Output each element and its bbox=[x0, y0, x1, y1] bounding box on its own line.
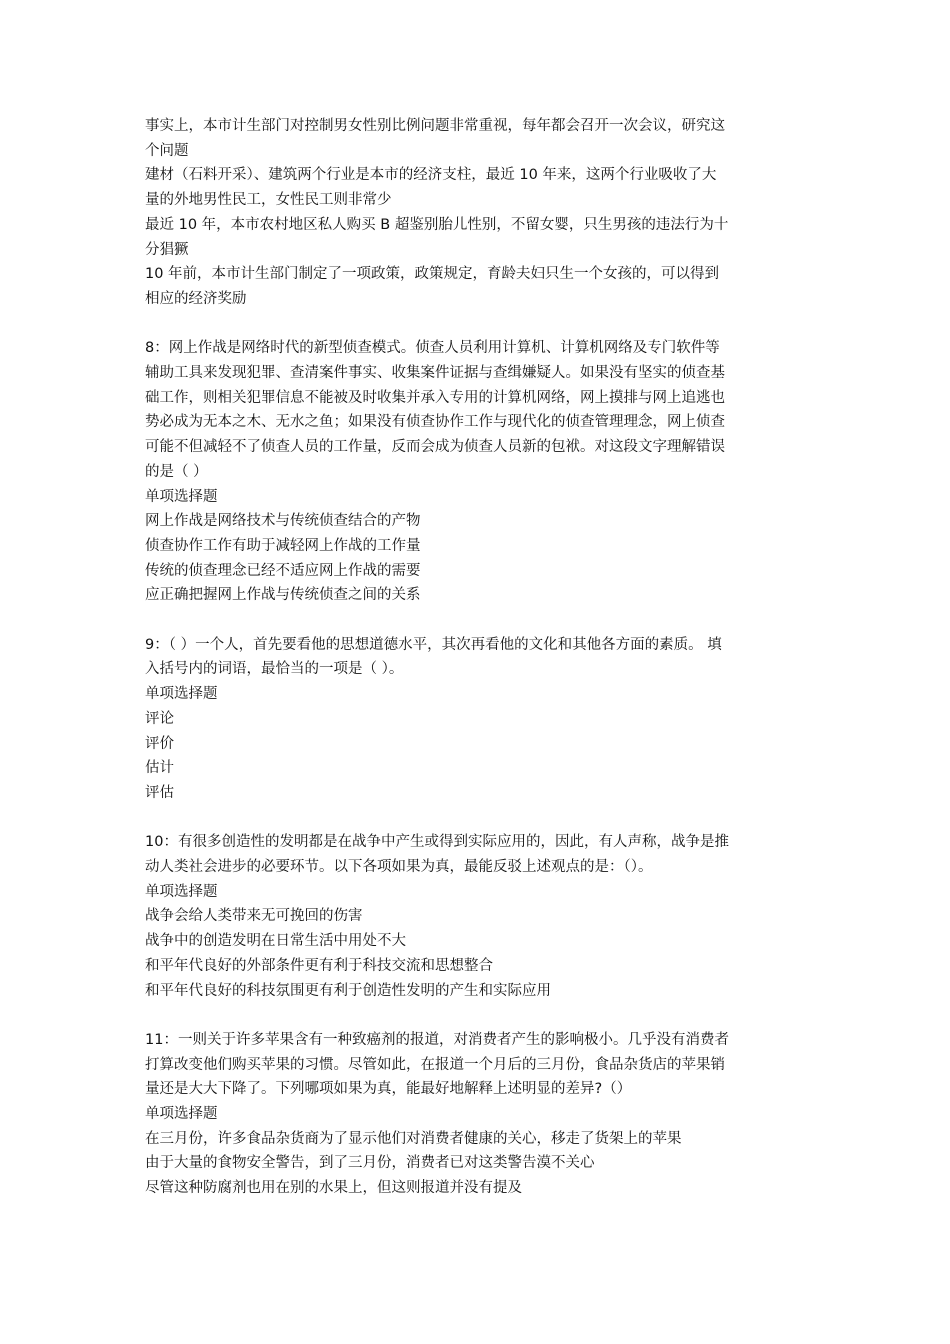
question-9 bbox=[145, 633, 811, 806]
spacer bbox=[145, 1003, 811, 1028]
question-text-line: 入括号内的词语，最恰当的一项是（ ）。 bbox=[145, 661, 404, 678]
question-type: 单项选择题 bbox=[145, 488, 218, 505]
question-type: 单项选择题 bbox=[145, 686, 218, 703]
answer-option: 估计 bbox=[145, 760, 174, 777]
spacer bbox=[145, 806, 811, 831]
question-text-line: 的是（ ） bbox=[145, 463, 208, 480]
answer-option: 评论 bbox=[145, 710, 174, 727]
answer-option: 传统的侦查理念已经不适应网上作战的需要 bbox=[145, 562, 421, 579]
answer-option: 应正确把握网上作战与传统侦查之间的关系 bbox=[145, 587, 421, 604]
option-line: 最近 10 年，本市农村地区私人购买 B 超鉴别胎儿性别，不留女婴，只生男孩的违法行为十 bbox=[145, 216, 729, 233]
option-line: 相应的经济奖励 bbox=[145, 290, 247, 307]
question-10 bbox=[145, 830, 811, 1003]
answer-option: 和平年代良好的外部条件更有利于科技交流和思想整合 bbox=[145, 957, 493, 974]
option-line: 事实上，本市计生部门对控制男女性别比例问题非常重视，每年都会召开一次会议，研究这 bbox=[145, 118, 725, 134]
question-text-line: 10：有很多创造性的发明都是在战争中产生或得到实际应用的，因此，有人声称，战争是推 bbox=[145, 834, 729, 851]
option-line: 分猖獗 bbox=[145, 241, 189, 258]
answer-option: 在三月份，许多食品杂货商为了显示他们对消费者健康的关心，移走了货架上的苹果 bbox=[145, 1130, 682, 1147]
document-page bbox=[145, 114, 811, 1201]
question-type: 单项选择题 bbox=[145, 883, 218, 900]
spacer bbox=[145, 608, 811, 633]
question-8 bbox=[145, 336, 811, 608]
question-text-line: 势必成为无本之木、无水之鱼；如果没有侦查协作工作与现代化的侦查管理理念，网上侦查 bbox=[145, 414, 725, 431]
option-line: 10 年前，本市计生部门制定了一项政策，政策规定，育龄夫妇只生一个女孩的，可以得到 bbox=[145, 266, 720, 283]
question-text-line: 辅助工具来发现犯罪、查清案件事实、收集案件证据与查缉嫌疑人。如果没有坚实的侦查基 bbox=[145, 365, 725, 382]
option-line: 个问题 bbox=[145, 142, 189, 159]
question-text-line: 9：（ ）一个人，首先要看他的思想道德水平，其次再看他的文化和其他各方面的素质。 填 bbox=[145, 636, 722, 653]
option-line: 量的外地男性民工，女性民工则非常少 bbox=[145, 192, 392, 209]
spacer bbox=[145, 312, 811, 337]
question-11 bbox=[145, 1028, 811, 1201]
question-text-line: 础工作，则相关犯罪信息不能被及时收集并承入专用的计算机网络，网上摸排与网上追逃也 bbox=[145, 389, 725, 406]
question-text-line: 8：网上作战是网络时代的新型侦查模式。侦查人员利用计算机、计算机网络及专门软件等 bbox=[145, 340, 720, 357]
answer-option: 尽管这种防腐剂也用在别的水果上，但这则报道并没有提及 bbox=[145, 1180, 522, 1197]
answer-option: 侦查协作工作有助于减轻网上作战的工作量 bbox=[145, 537, 421, 554]
answer-option: 战争会给人类带来无可挽回的伤害 bbox=[145, 908, 363, 925]
answer-option: 评价 bbox=[145, 735, 174, 752]
option-line: 建材（石料开采）、建筑两个行业是本市的经济支柱，最近 10 年来，这两个行业吸收了大 bbox=[145, 167, 717, 184]
answer-option: 战争中的创造发明在日常生活中用处不大 bbox=[145, 933, 406, 950]
question-text-line: 量还是大大下降了。下列哪项如果为真，能最好地解释上述明显的差异?（） bbox=[145, 1081, 632, 1098]
answer-option: 评估 bbox=[145, 784, 174, 801]
question-text-line: 11：一则关于许多苹果含有一种致癌剂的报道，对消费者产生的影响极小。几乎没有消费者 bbox=[145, 1031, 729, 1048]
answer-option: 和平年代良好的科技氛围更有利于创造性发明的产生和实际应用 bbox=[145, 982, 551, 999]
question-text-line: 动人类社会进步的必要环节。以下各项如果为真，最能反驳上述观点的是：（）。 bbox=[145, 859, 653, 876]
answer-option: 网上作战是网络技术与传统侦查结合的产物 bbox=[145, 513, 421, 530]
question-type: 单项选择题 bbox=[145, 1106, 218, 1123]
question-text-line: 打算改变他们购买苹果的习惯。尽管如此，在报道一个月后的三月份，食品杂货店的苹果销 bbox=[145, 1056, 725, 1073]
previous-question-options bbox=[145, 114, 811, 312]
question-text-line: 可能不但减轻不了侦查人员的工作量，反而会成为侦查人员新的包袱。对这段文字理解错误 bbox=[145, 439, 725, 456]
answer-option: 由于大量的食物安全警告，到了三月份，消费者已对这类警告漠不关心 bbox=[145, 1155, 595, 1172]
